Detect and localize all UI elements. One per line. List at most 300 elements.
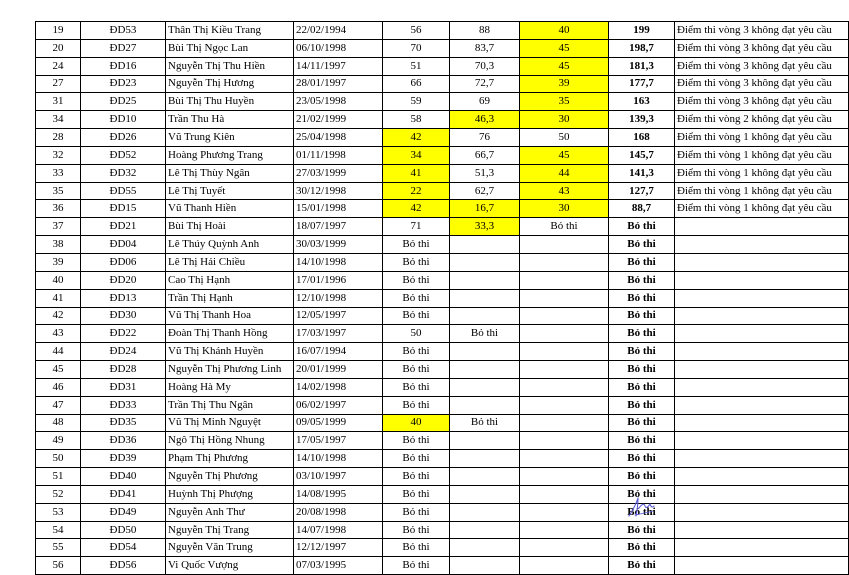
row-note: Điểm thi vòng 1 không đạt yêu cầu: [675, 164, 849, 182]
row-candidate-id: ĐD56: [81, 557, 166, 575]
row-total-score: Bỏ thi: [609, 378, 675, 396]
row-stt: 27: [36, 75, 81, 93]
row-total-score: Bỏ thi: [609, 325, 675, 343]
row-date-of-birth: 17/01/1996: [294, 271, 383, 289]
row-full-name: Bùi Thị Hoài: [166, 218, 294, 236]
row-score-round-3: [520, 361, 609, 379]
row-note: [675, 414, 849, 432]
row-total-score: Bỏ thi: [609, 289, 675, 307]
row-note: Điểm thi vòng 1 không đạt yêu cầu: [675, 129, 849, 147]
row-score-round-2: [450, 557, 520, 575]
row-candidate-id: ĐD53: [81, 22, 166, 40]
row-full-name: Hoàng Phương Trang: [166, 146, 294, 164]
row-score-round-1: 51: [383, 57, 450, 75]
row-date-of-birth: 25/04/1998: [294, 129, 383, 147]
row-note: [675, 378, 849, 396]
row-candidate-id: ĐD49: [81, 503, 166, 521]
row-date-of-birth: 14/08/1995: [294, 485, 383, 503]
row-score-round-3: [520, 521, 609, 539]
row-stt: 42: [36, 307, 81, 325]
row-score-round-2: [450, 378, 520, 396]
row-candidate-id: ĐD04: [81, 236, 166, 254]
row-stt: 31: [36, 93, 81, 111]
row-full-name: Nguyễn Văn Trung: [166, 539, 294, 557]
row-score-round-3: [520, 236, 609, 254]
row-note: Điểm thi vòng 1 không đạt yêu cầu: [675, 200, 849, 218]
row-score-round-3: 43: [520, 182, 609, 200]
row-score-round-3: [520, 485, 609, 503]
row-date-of-birth: 30/12/1998: [294, 182, 383, 200]
row-score-round-1: Bỏ thi: [383, 503, 450, 521]
row-score-round-3: [520, 468, 609, 486]
table-row: [36, 253, 849, 271]
table-row: [36, 361, 849, 379]
row-full-name: Bùi Thị Ngọc Lan: [166, 39, 294, 57]
row-note: Điểm thi vòng 1 không đạt yêu cầu: [675, 182, 849, 200]
row-note: [675, 396, 849, 414]
row-total-score: 163: [609, 93, 675, 111]
row-full-name: Vũ Thị Minh Nguyệt: [166, 414, 294, 432]
row-candidate-id: ĐD10: [81, 111, 166, 129]
row-note: [675, 236, 849, 254]
table-row: [36, 468, 849, 486]
row-score-round-2: 88: [450, 22, 520, 40]
row-score-round-1: Bỏ thi: [383, 361, 450, 379]
row-score-round-2: [450, 396, 520, 414]
row-score-round-3: Bỏ thi: [520, 218, 609, 236]
row-date-of-birth: 14/02/1998: [294, 378, 383, 396]
table-row: [36, 378, 849, 396]
row-stt: 36: [36, 200, 81, 218]
row-stt: 47: [36, 396, 81, 414]
row-total-score: 145,7: [609, 146, 675, 164]
table-row: [36, 539, 849, 557]
row-total-score: Bỏ thi: [609, 539, 675, 557]
row-date-of-birth: 27/03/1999: [294, 164, 383, 182]
row-stt: 39: [36, 253, 81, 271]
row-date-of-birth: 20/01/1999: [294, 361, 383, 379]
row-score-round-1: 50: [383, 325, 450, 343]
row-total-score: Bỏ thi: [609, 503, 675, 521]
row-candidate-id: ĐD50: [81, 521, 166, 539]
row-candidate-id: ĐD28: [81, 361, 166, 379]
row-note: Điểm thi vòng 3 không đạt yêu cầu: [675, 57, 849, 75]
row-score-round-1: Bỏ thi: [383, 343, 450, 361]
row-score-round-3: [520, 289, 609, 307]
row-candidate-id: ĐD39: [81, 450, 166, 468]
row-note: [675, 539, 849, 557]
row-total-score: 88,7: [609, 200, 675, 218]
row-candidate-id: ĐD20: [81, 271, 166, 289]
row-score-round-3: [520, 343, 609, 361]
row-score-round-1: Bỏ thi: [383, 396, 450, 414]
row-note: [675, 557, 849, 575]
row-score-round-2: 76: [450, 129, 520, 147]
row-full-name: Cao Thị Hạnh: [166, 271, 294, 289]
row-score-round-3: 30: [520, 111, 609, 129]
row-score-round-3: [520, 396, 609, 414]
row-stt: 34: [36, 111, 81, 129]
row-total-score: 168: [609, 129, 675, 147]
row-full-name: Vũ Thanh Hiền: [166, 200, 294, 218]
table-row: [36, 218, 849, 236]
row-candidate-id: ĐD40: [81, 468, 166, 486]
row-total-score: 141,3: [609, 164, 675, 182]
row-date-of-birth: 06/10/1998: [294, 39, 383, 57]
row-score-round-2: Bỏ thi: [450, 414, 520, 432]
row-stt: 45: [36, 361, 81, 379]
row-full-name: Lê Thị Thùy Ngân: [166, 164, 294, 182]
row-note: [675, 485, 849, 503]
row-total-score: Bỏ thi: [609, 450, 675, 468]
row-stt: 40: [36, 271, 81, 289]
row-score-round-1: Bỏ thi: [383, 432, 450, 450]
row-score-round-2: [450, 539, 520, 557]
table-row: [36, 39, 849, 57]
row-score-round-1: Bỏ thi: [383, 378, 450, 396]
row-full-name: Trần Thị Thu Ngân: [166, 396, 294, 414]
row-score-round-2: [450, 521, 520, 539]
row-full-name: Nguyễn Thị Hương: [166, 75, 294, 93]
row-note: Điểm thi vòng 1 không đạt yêu cầu: [675, 146, 849, 164]
row-note: [675, 468, 849, 486]
row-date-of-birth: 23/05/1998: [294, 93, 383, 111]
table-row: [36, 75, 849, 93]
table-row: [36, 236, 849, 254]
row-score-round-1: Bỏ thi: [383, 271, 450, 289]
row-note: Điểm thi vòng 3 không đạt yêu cầu: [675, 22, 849, 40]
row-score-round-2: [450, 343, 520, 361]
row-date-of-birth: 14/07/1998: [294, 521, 383, 539]
row-stt: 52: [36, 485, 81, 503]
table-row: [36, 200, 849, 218]
row-score-round-1: 41: [383, 164, 450, 182]
table-row: [36, 414, 849, 432]
row-score-round-1: Bỏ thi: [383, 557, 450, 575]
row-candidate-id: ĐD24: [81, 343, 166, 361]
row-score-round-3: 44: [520, 164, 609, 182]
row-candidate-id: ĐD52: [81, 146, 166, 164]
row-score-round-1: Bỏ thi: [383, 450, 450, 468]
row-score-round-3: [520, 253, 609, 271]
row-candidate-id: ĐD30: [81, 307, 166, 325]
row-score-round-2: 69: [450, 93, 520, 111]
table-row: [36, 343, 849, 361]
row-total-score: 177,7: [609, 75, 675, 93]
row-score-round-1: 40: [383, 414, 450, 432]
row-score-round-3: 50: [520, 129, 609, 147]
row-score-round-3: [520, 432, 609, 450]
row-date-of-birth: 03/10/1997: [294, 468, 383, 486]
row-note: Điểm thi vòng 2 không đạt yêu cầu: [675, 111, 849, 129]
row-score-round-1: 42: [383, 200, 450, 218]
row-score-round-1: Bỏ thi: [383, 289, 450, 307]
row-score-round-3: 45: [520, 146, 609, 164]
row-date-of-birth: 01/11/1998: [294, 146, 383, 164]
row-note: [675, 432, 849, 450]
row-stt: 35: [36, 182, 81, 200]
row-stt: 41: [36, 289, 81, 307]
row-stt: 56: [36, 557, 81, 575]
row-total-score: Bỏ thi: [609, 307, 675, 325]
row-total-score: 181,3: [609, 57, 675, 75]
row-date-of-birth: 17/05/1997: [294, 432, 383, 450]
table-row: [36, 182, 849, 200]
table-row: [36, 146, 849, 164]
row-note: [675, 325, 849, 343]
row-score-round-2: 72,7: [450, 75, 520, 93]
row-total-score: 199: [609, 22, 675, 40]
row-note: [675, 289, 849, 307]
row-candidate-id: ĐD35: [81, 414, 166, 432]
row-score-round-1: 22: [383, 182, 450, 200]
row-stt: 51: [36, 468, 81, 486]
row-score-round-3: [520, 307, 609, 325]
row-full-name: Vi Quốc Vượng: [166, 557, 294, 575]
row-stt: 19: [36, 22, 81, 40]
row-score-round-1: Bỏ thi: [383, 307, 450, 325]
row-candidate-id: ĐD27: [81, 39, 166, 57]
row-stt: 33: [36, 164, 81, 182]
row-score-round-2: [450, 253, 520, 271]
row-full-name: Hoàng Hà My: [166, 378, 294, 396]
row-score-round-2: 83,7: [450, 39, 520, 57]
table-row: [36, 129, 849, 147]
row-date-of-birth: 30/03/1999: [294, 236, 383, 254]
row-candidate-id: ĐD25: [81, 93, 166, 111]
row-candidate-id: ĐD15: [81, 200, 166, 218]
row-total-score: Bỏ thi: [609, 557, 675, 575]
row-candidate-id: ĐD36: [81, 432, 166, 450]
row-score-round-3: 45: [520, 39, 609, 57]
row-score-round-2: [450, 307, 520, 325]
table-row: [36, 164, 849, 182]
row-date-of-birth: 16/07/1994: [294, 343, 383, 361]
row-score-round-2: 70,3: [450, 57, 520, 75]
row-score-round-2: Bỏ thi: [450, 325, 520, 343]
row-total-score: 198,7: [609, 39, 675, 57]
row-full-name: Lê Thị Hải Chiều: [166, 253, 294, 271]
row-candidate-id: ĐD32: [81, 164, 166, 182]
row-score-round-1: Bỏ thi: [383, 468, 450, 486]
row-stt: 37: [36, 218, 81, 236]
row-note: Điểm thi vòng 3 không đạt yêu cầu: [675, 93, 849, 111]
table-row: [36, 503, 849, 521]
row-stt: 43: [36, 325, 81, 343]
row-total-score: Bỏ thi: [609, 236, 675, 254]
row-full-name: Nguyễn Anh Thư: [166, 503, 294, 521]
row-score-round-3: [520, 503, 609, 521]
row-score-round-3: [520, 378, 609, 396]
row-score-round-3: 39: [520, 75, 609, 93]
row-stt: 20: [36, 39, 81, 57]
row-total-score: Bỏ thi: [609, 432, 675, 450]
row-total-score: Bỏ thi: [609, 218, 675, 236]
row-date-of-birth: 14/10/1998: [294, 450, 383, 468]
row-full-name: Nguyễn Thị Thu Hiền: [166, 57, 294, 75]
row-total-score: Bỏ thi: [609, 485, 675, 503]
row-full-name: Trần Thị Hạnh: [166, 289, 294, 307]
row-full-name: Phạm Thị Phương: [166, 450, 294, 468]
row-score-round-2: 51,3: [450, 164, 520, 182]
row-score-round-2: [450, 485, 520, 503]
row-score-round-2: 66,7: [450, 146, 520, 164]
row-note: [675, 450, 849, 468]
row-full-name: Huỳnh Thị Phượng: [166, 485, 294, 503]
row-stt: 53: [36, 503, 81, 521]
row-total-score: Bỏ thi: [609, 414, 675, 432]
row-date-of-birth: 22/02/1994: [294, 22, 383, 40]
row-total-score: Bỏ thi: [609, 521, 675, 539]
row-date-of-birth: 09/05/1999: [294, 414, 383, 432]
row-candidate-id: ĐD26: [81, 129, 166, 147]
row-candidate-id: ĐD23: [81, 75, 166, 93]
row-score-round-3: [520, 325, 609, 343]
row-stt: 32: [36, 146, 81, 164]
row-stt: 44: [36, 343, 81, 361]
row-score-round-1: Bỏ thi: [383, 253, 450, 271]
row-score-round-1: Bỏ thi: [383, 485, 450, 503]
table-row: [36, 307, 849, 325]
row-score-round-1: Bỏ thi: [383, 539, 450, 557]
row-total-score: Bỏ thi: [609, 271, 675, 289]
row-full-name: Nguyễn Thị Phương Linh: [166, 361, 294, 379]
row-total-score: 139,3: [609, 111, 675, 129]
row-score-round-2: [450, 450, 520, 468]
row-stt: 46: [36, 378, 81, 396]
row-stt: 48: [36, 414, 81, 432]
row-date-of-birth: 07/03/1995: [294, 557, 383, 575]
row-candidate-id: ĐD21: [81, 218, 166, 236]
row-date-of-birth: 14/11/1997: [294, 57, 383, 75]
results-table-body: [36, 22, 849, 575]
row-total-score: Bỏ thi: [609, 361, 675, 379]
row-score-round-2: [450, 271, 520, 289]
row-stt: 50: [36, 450, 81, 468]
row-score-round-2: [450, 289, 520, 307]
row-score-round-3: [520, 450, 609, 468]
row-stt: 55: [36, 539, 81, 557]
row-score-round-1: 56: [383, 22, 450, 40]
row-note: Điểm thi vòng 3 không đạt yêu cầu: [675, 39, 849, 57]
row-score-round-1: 58: [383, 111, 450, 129]
signature-icon: [626, 494, 656, 520]
row-note: [675, 503, 849, 521]
row-full-name: Vũ Trung Kiên: [166, 129, 294, 147]
row-note: [675, 343, 849, 361]
row-score-round-2: [450, 468, 520, 486]
table-row: [36, 450, 849, 468]
row-candidate-id: ĐD06: [81, 253, 166, 271]
row-stt: 54: [36, 521, 81, 539]
row-full-name: Nguyễn Thị Phương: [166, 468, 294, 486]
row-score-round-2: 16,7: [450, 200, 520, 218]
row-total-score: Bỏ thi: [609, 396, 675, 414]
table-row: [36, 325, 849, 343]
row-date-of-birth: 15/01/1998: [294, 200, 383, 218]
row-stt: 24: [36, 57, 81, 75]
row-score-round-2: [450, 361, 520, 379]
row-note: [675, 253, 849, 271]
row-note: [675, 271, 849, 289]
row-score-round-2: 62,7: [450, 182, 520, 200]
results-table: [35, 21, 849, 575]
table-row: [36, 521, 849, 539]
row-date-of-birth: 14/10/1998: [294, 253, 383, 271]
row-full-name: Đoàn Thị Thanh Hồng: [166, 325, 294, 343]
row-candidate-id: ĐD41: [81, 485, 166, 503]
row-score-round-3: 45: [520, 57, 609, 75]
row-date-of-birth: 21/02/1999: [294, 111, 383, 129]
row-candidate-id: ĐD54: [81, 539, 166, 557]
row-candidate-id: ĐD22: [81, 325, 166, 343]
row-candidate-id: ĐD33: [81, 396, 166, 414]
table-row: [36, 485, 849, 503]
row-full-name: Bùi Thị Thu Huyền: [166, 93, 294, 111]
table-row: [36, 111, 849, 129]
row-date-of-birth: 12/05/1997: [294, 307, 383, 325]
row-score-round-1: Bỏ thi: [383, 236, 450, 254]
row-score-round-1: 66: [383, 75, 450, 93]
row-score-round-3: [520, 557, 609, 575]
row-full-name: Lê Thúy Quỳnh Anh: [166, 236, 294, 254]
row-candidate-id: ĐD55: [81, 182, 166, 200]
row-note: [675, 218, 849, 236]
row-score-round-2: [450, 236, 520, 254]
row-score-round-2: [450, 432, 520, 450]
row-full-name: Ngô Thị Hồng Nhung: [166, 432, 294, 450]
row-score-round-3: 35: [520, 93, 609, 111]
row-note: [675, 361, 849, 379]
row-note: Điểm thi vòng 3 không đạt yêu cầu: [675, 75, 849, 93]
row-candidate-id: ĐD16: [81, 57, 166, 75]
row-score-round-1: Bỏ thi: [383, 521, 450, 539]
row-date-of-birth: 06/02/1997: [294, 396, 383, 414]
row-date-of-birth: 12/12/1997: [294, 539, 383, 557]
row-full-name: Vũ Thị Thanh Hoa: [166, 307, 294, 325]
row-stt: 28: [36, 129, 81, 147]
row-total-score: 127,7: [609, 182, 675, 200]
row-stt: 49: [36, 432, 81, 450]
row-total-score: Bỏ thi: [609, 253, 675, 271]
row-date-of-birth: 17/03/1997: [294, 325, 383, 343]
row-score-round-3: [520, 271, 609, 289]
row-note: [675, 307, 849, 325]
row-score-round-3: [520, 414, 609, 432]
row-full-name: Lê Thị Tuyết: [166, 182, 294, 200]
row-total-score: Bỏ thi: [609, 468, 675, 486]
row-score-round-2: 33,3: [450, 218, 520, 236]
table-row: [36, 271, 849, 289]
table-row: [36, 557, 849, 575]
row-score-round-1: 71: [383, 218, 450, 236]
table-row: [36, 432, 849, 450]
row-score-round-1: 70: [383, 39, 450, 57]
table-row: [36, 396, 849, 414]
row-score-round-2: 46,3: [450, 111, 520, 129]
row-score-round-3: 40: [520, 22, 609, 40]
row-score-round-3: 30: [520, 200, 609, 218]
row-full-name: Vũ Thị Khánh Huyền: [166, 343, 294, 361]
row-note: [675, 521, 849, 539]
row-score-round-1: 34: [383, 146, 450, 164]
row-date-of-birth: 28/01/1997: [294, 75, 383, 93]
row-date-of-birth: 20/08/1998: [294, 503, 383, 521]
table-row: [36, 57, 849, 75]
row-score-round-3: [520, 539, 609, 557]
row-score-round-1: 42: [383, 129, 450, 147]
row-date-of-birth: 12/10/1998: [294, 289, 383, 307]
